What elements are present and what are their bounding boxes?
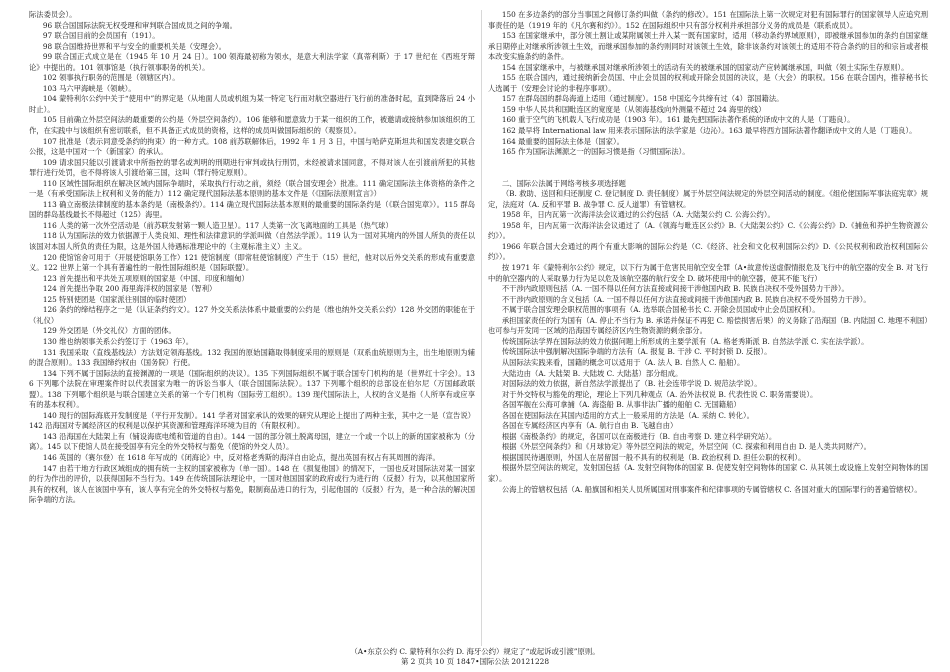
paragraph: 159 中华人民共和国毗连区的宽度是（从领海基线向外测量不超过 24 海里的线） — [501, 104, 766, 114]
paragraph: 131 我国采取（直线基线法）方法划定领海基线。132 我国的原始国籍取得制度采用的原则是（双系血统原则为主，出生地原则为辅的混合原则）。133 我国缔约权由（国务院）行使。 — [29, 347, 475, 368]
paragraph: 对于外交特权与豁免的理论，理论上下列几种观点（A. 治外法权说 B. 代表性说 C. 职务需要说）。 — [501, 389, 818, 399]
paragraph: 107 批准是（表示同意受条约的拘束）的一种方式。108 前苏联解体后，1992 年 1 月 3 日，中国与哈萨克斯坦共和国发表建交联合公报，这是中国对一个（新国家）的承认。 — [29, 136, 475, 157]
paragraph: 对国际法的效力依据，新自然法学派提出了（B. 社会连带学说 D. 规范法学说）。 — [501, 379, 762, 389]
column-divider — [481, 10, 482, 646]
paragraph: 97 联合国目前的会员国有（191）。 — [42, 31, 160, 41]
paragraph: 150 在多边条约的部分当事国之间修订条约叫做（条约的修改）。151 在国际法上第一次规定对犯有国际罪行的国家领导人应追究刑事责任的是（1919 年的《凡尔赛和约》）。152 在国际组织中只有部分权利并承担部分义务的成员是（联系成员）。 — [488, 10, 928, 30]
paragraph: 各国军舰在公海可拿捕（A. 海盗船 B. 从事非法广播的船舶 C. 无国籍船） — [501, 400, 741, 410]
paragraph: 160 重于空气的飞机载人飞行成功是（1903 年）。161 最先把国际法著作系统的译成中文的人是（丁韪良）。 — [501, 115, 855, 125]
paragraph: 157 在群岛国的群岛海道上适用（通过制度）。158 中国迄今共缔有过（4）部国籍法。 — [501, 94, 784, 104]
paragraph: 不干涉内政原则的含义包括（A. 一国不得以任何方法直接或间接干涉他国内政 B. 民族自决权不受外国势力干涉）。 — [501, 294, 871, 304]
paragraph: 各国在使国际法在其国内适用的方式上一般采用的方法是（A. 采纳 C. 转化）。 — [501, 410, 754, 420]
paragraph: 传统国际法学界在国际法的效力依据问题上所形成的主要学派有（A. 格老秀斯派 B. 自然法学派 C. 实在法学派）。 — [501, 336, 869, 346]
paragraph: 134 下列不属于国际法的直接渊源的一项是（国际组织的决议）。135 下列国际组织不属于联合国专门机构的是（世界红十字会）。136 下列哪个法院在审理案件时以代表国家为唯一的诉讼当事人（联合国国际法院）。137 下列哪个组织的总部设在伯尔尼（万国邮政联盟）。138 下列哪个组织是与联合国建立关系的第一个专门机构（国际劳工组织）。139 现代国际法上，人权的含义是指（人所享有或应享有的基本权利）。 — [29, 368, 475, 410]
footer-note: （A•东京公约 C. 蒙特利尔公约 D. 海牙公约）规定了“或起诉或引渡”原则。 — [350, 647, 600, 656]
paragraph: 154 在国家继承中，与被继承国对继承所涉领土的活动有关的被继承国的国家动产应转属继承国，叫做（领土实际生存原则）。 — [501, 62, 909, 72]
paragraph: （B. 救助、送回和归还制度 C. 登记制度 D. 责任制度）属于外层空间法规定的外层空间活动的制度。《组伦佬国际军事法庭宪章》规定，法庭对（A. 反和平罪 B. 战争罪 C. 反人道罪）有管辖权。 — [488, 189, 928, 209]
paragraph: 际法委员会）。 — [29, 10, 77, 19]
paragraph: 120 使馆馆舍可用于（开展使馆职务工作）121 使馆制度（即常驻使馆制度）产生于（15）世纪，他对以后外交关系的形成有重要意义。122 世界上第一个具有普遍性的一般性国际组织是（国际联盟）。 — [29, 252, 475, 273]
paragraph: 124 首先提出争取 200 海里海洋权的国家是（智利） — [42, 284, 217, 294]
paragraph: 109 请求国只能以引渡请求中所指控的罪名或判明的刑期进行审判或执行刑罚，未经被请求国同意，不得对该人在引渡前所犯的其他罪行进行处罚，也不得将该人引渡给第三国，这叫（罪行特定原则）。 — [29, 157, 475, 178]
paragraph: 不属于联合国安理会职权范围的事项有（A. 选举联合国秘书长 C. 开除会员国或中止会员国权利）。 — [501, 305, 820, 315]
right-column — [488, 10, 928, 646]
page-footer: 第 2 页共 10 页 1847•国际公法 20121228 — [400, 657, 550, 666]
paragraph: 103 马六甲海峡是（领峡）。 — [42, 83, 136, 93]
paragraph: 98 联合国维持世界和平与安全的重要机关是（安理会）。 — [42, 41, 226, 51]
paragraph: 传统国际法中强制解决国际争端的方法有（A. 报复 B. 干涉 C. 平时封锁 D. 反报）。 — [501, 347, 772, 357]
paragraph: 大陆边由（A. 大陆架 B. 大陆坡 C. 大陆基）部分组成。 — [501, 368, 683, 378]
paragraph: 153 在国家继承中，部分领土割让或某附属领土并入某一既有国家时，适用（移动条约界域原则），即被继承国参加的条约自国家继承日期停止对继承所涉领土生效，而继承国参加的条约则同时对该领土生效，除非该条约对该领土的适用不符合条约的目的和宗旨或者根本改变实施条约的条件。 — [488, 31, 928, 62]
right-column-section-items — [488, 189, 928, 495]
right-column-items — [488, 10, 928, 158]
paragraph: 164 最重要的国际法主体是（国家）。 — [501, 136, 624, 146]
paragraph: 129 外交团是（外交礼仪）方面的团体。 — [42, 326, 176, 336]
paragraph: 不干涉内政原则包括（A. 一国不得以任何方法直接或间接干涉他国内政 B. 民族自决权不受外国势力干涉）。 — [501, 284, 849, 294]
paragraph: 按 1971 年《蒙特利尔公约》规定，以下行为属于危害民用航空安全罪（A•故意传送虚假情报危及飞行中的航空器的安全 B. 对飞行中的航空器内的人采取暴力行为足以危及该航空器的航行安全 D. 破坏使用中的航空器，使其不能飞行） — [488, 263, 928, 283]
paragraph: 147 由若干地方行政区域组成的拥有统一主权的国家被称为（单一国）。148 在《损复他国》的情况下，一国也反对国际法对某一国家的行为作出的评价，以获得国际不当行为。149 在传统国际法理论中，一国对他国国家的政府或行为进行的（反报）行为，以其他国家所具有的权利，该人在该国中享有，该人享有完全的外交特权与豁免，限制商品进口的行为，引起他国的（反报）行为，是一种合法的解决国际争端的方法。 — [29, 463, 475, 505]
paragraph: 118 认为国际法的效力依据源于人类良知、理性和法律意识的学派叫做（自然法学派）。119 认为一国对其境内的外国人所负的责任以该国对本国人所负的责任为限，这是外国人待遇标准理论中的（主观标准主义）主义。 — [29, 231, 475, 252]
paragraph: 165 作为国际法渊源之一的国际习惯是指（习惯国际法）。 — [501, 147, 690, 157]
paragraph: 根据《外层空间条约》和《月球协定》等外层空间法的规定，外层空间（C. 探索和利用自由 D. 是人类共同财产）。 — [501, 442, 871, 452]
paragraph: 根据外层空间法的规定，发射国包括（A. 发射空间物体的国家 B. 促使发射空间物体的国家 C. 从其领土或设施上发射空间物体的国家）。 — [488, 463, 928, 483]
paragraph: 143 沿海国在大陆架上有（铺设海底电缆和管道的自由）。144 一国的部分领土脱离母国，建立一个或一个以上的新的国家被称为（分离）。145 以下使馆人员在接受国享有完全的外交特权与豁免（使馆的外交人员）。 — [29, 431, 475, 452]
paragraph: 113 确立南极法律制度的基本条约是（南极条约）。114 确立现代国际法基本原则的最重要的国际条约是（《联合国宪章》）。115 群岛国的群岛基线最长不得超过（125）海里。 — [29, 199, 475, 220]
paragraph: 126 条约的缔结程序之一是（认证条约约文）。127 外交关系法体系中最重要的公约是（维也纳外交关系公约）128 外交团的职能在于（礼仪） — [29, 305, 475, 325]
paragraph: 125 特别使团是（国家派往别国的临时使团） — [42, 294, 191, 304]
paragraph: 从国际法实践来看，国籍的概念可以适用于（A. 法人 B. 自然人 C. 船舶）。 — [501, 357, 745, 367]
paragraph: 1958 年，日内瓦第一次海洋法会议通过的公约包括（A. 大陆架公约 C. 公海公约）。 — [501, 210, 775, 220]
paragraph: 公海上的管辖权包括（A. 船旗国和相关人员所属国对刑事案件和纪律事项的专属管辖权 C. 各国对重大的国际罪行的普遍管辖权）。 — [501, 484, 922, 494]
paragraph: 99 联合国正式成立是在（1945 年 10 月 24 日）。100 领海最初称为领水，是意大利法学家（真蒂利斯）于 17 世纪在《西班牙辩论》中提出的。101 领事馆是（执行领事职务的机关）。 — [29, 52, 475, 72]
paragraph: 162 最早将 International law 用来表示国际法的法学家是（边沁）。163 最早将西方国际法著作翻译成中文的人是（丁韪良）。 — [501, 126, 917, 136]
paragraph: 104 蒙特利尔公约中关于“使用中”的界定是（从地面人员或机组为某一特定飞行而对航空器进行飞行前的准备时起，直到降落后 24 小时止）。 — [29, 94, 475, 114]
paragraph: 146 英国的（赛尔登）在 1618 年写成的《闭海论》中，反对格老秀斯的海洋自由论点，提出英国有权占有其周围的海洋。 — [42, 452, 440, 462]
paragraph: 130 维也纳领事关系公约签订于（1963 年）。 — [42, 336, 194, 346]
paragraph: 105 目前确立外层空间法的最重要的公约是（外层空间条约）。106 能够和愿意致力于某一组织的工作，被邀请或接纳参加该组织的工作，在实践中与该组织有密切联系，但不具备正式成员的资格，这样的成员叫做国际组织的（观察员）。 — [29, 115, 475, 136]
section-title: 二、国际公法属于网络考核多项选择题 — [501, 178, 626, 188]
paragraph: 110 区域性国际组织在解决区域内国际争端时，采取执行行动之前，须经（联合国安理会）批准。111 确定国际法主体资格的条件之一是（有承受国际法上权利和义务的能力）112 确定现代国际法基本原则的基本文件是（《国际法原则宣言》） — [29, 178, 475, 199]
paragraph: 102 领事执行职务的范围是（领辖区内）。 — [42, 73, 180, 83]
paragraph: 123 首先提出和平共处五项原则的国家是（中国、印度和缅甸） — [42, 273, 249, 283]
paragraph: 1966 年联合国大会通过的两个有重大影响的国际公约是（C.《经济、社会和文化权利国际公约》D.《公民权利和政治权利国际公约》）。 — [488, 241, 928, 262]
paragraph: 1958 年，日内瓦第一次海洋法会议通过了（A.《领海与毗连区公约》B.《大陆架公约》C.《公海公约》D.《捕鱼和养护生物资源公约》）。 — [488, 220, 928, 241]
paragraph: 155 在联合国内，通过接纳新会员国、中止会员国的权利或开除会员国的决议，是（大会）的职权。156 在联合国内，推荐秘书长人选属于（安理会讨论的非程序事项）。 — [488, 73, 928, 93]
paragraph: 96 联合国国际法院无权受理和审判联合国成员之间的争端。 — [42, 20, 237, 30]
paragraph: 根据《南极条约》的规定，各国可以在南极进行（B. 自由考察 D. 建立科学研究站）。 — [501, 431, 777, 441]
paragraph: 根据国民待遇原则，外国人在居留国一般不具有的权利是（B. 政治权利 D. 担任公职的权利）。 — [501, 452, 806, 462]
paragraph: 140 现行的国际海底开发制度是（平行开发制）。141 学者对国家承认的效果的研究从理论上提出了两种主张，其中之一是（宣告说）142 沿海国对专属经济区的权利是以保护其资源和管理海洋环境为目的（有限权利）。 — [29, 410, 475, 431]
paragraph: 各国在专属经济区内享有（A. 航行自由 B. 飞越自由） — [501, 421, 678, 431]
left-column — [29, 10, 475, 646]
paragraph: 承担国家责任的行为国有（A. 停止不当行为 B. 承诺并保证不再犯 C. 赔偿损害后果）的义务除了沿海国（B. 内陆国 C. 地理不利国）也可参与开发同一区域的沿海国专属经济区内生物资源的剩余部分。 — [488, 315, 928, 336]
paragraph: 116 人类的第一次外空活动是（前苏联发射第一颗人造卫星）。117 人类第一次飞离地面的工具是（热气球） — [42, 220, 393, 230]
